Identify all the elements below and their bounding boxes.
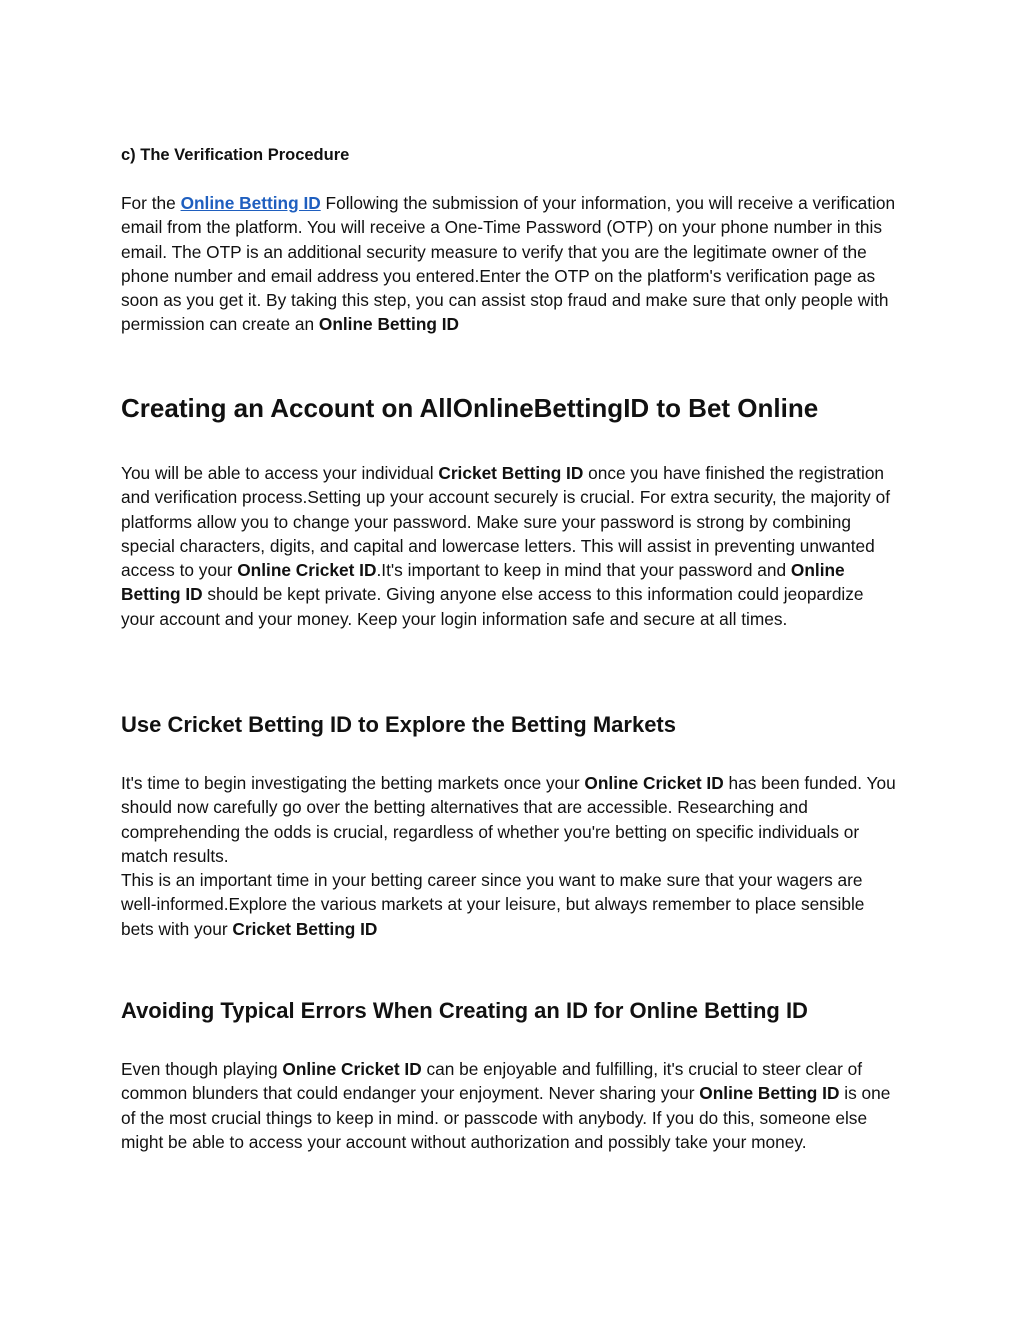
markets-heading: Use Cricket Betting ID to Explore the Betting Markets — [121, 712, 676, 737]
text: is one of the most crucial things to keep in mind. or passcode with anybody. If you do this, someone else might be able to access your account without authorization and possibly take your money. — [121, 1083, 891, 1152]
text: .It's important to keep in mind that your password and — [376, 560, 791, 581]
verification-paragraph — [121, 191, 901, 337]
bold-term: Online Betting ID — [121, 560, 845, 605]
errors-heading: Avoiding Typical Errors When Creating an ID for Online Betting ID — [121, 998, 808, 1023]
text: once you have finished the registration and verification process.Setting up your account securely is crucial. For extra security, the majority of platforms allow you to change your password. Make sure your password is strong by combining special characters, digits, and capital and lowercase letters. This will assist in preventing unwanted access to your — [121, 463, 891, 581]
text: Following the submission of your information, you will receive a verification email from the platform. You will receive a One-Time Password (OTP) on your phone number in this email. The OTP is an additional security measure to verify that you are the legitimate owner of the phone number and email address you entered.Enter the OTP on the platform's verification page as soon as you get it. By taking this step, you can assist stop fraud and make sure that only people with permission can create an — [121, 193, 896, 335]
text: This is an important time in your betting career since you want to make sure that your wagers are well-informed.Explore the various markets at your leisure, but always remember to place sensible bets with your — [121, 870, 865, 939]
errors-paragraph — [121, 1057, 901, 1154]
bold-term: Online Betting ID — [699, 1083, 840, 1104]
account-heading: Creating an Account on AllOnlineBettingID to Bet Online — [121, 393, 819, 423]
verification-heading: c) The Verification Procedure — [121, 146, 350, 164]
text: You will be able to access your individual — [121, 463, 439, 483]
online-betting-id-link[interactable]: Online Betting ID — [180, 193, 321, 213]
text: Even though playing — [121, 1059, 283, 1079]
bold-term: Online Cricket ID — [237, 560, 377, 581]
markets-paragraph — [121, 771, 901, 941]
account-paragraph — [121, 461, 901, 631]
bold-term: Cricket Betting ID — [232, 918, 378, 939]
bold-term: Online Cricket ID — [282, 1059, 422, 1079]
bold-term: Online Betting ID — [318, 314, 460, 335]
bold-term: Cricket Betting ID — [438, 463, 584, 483]
text: can be enjoyable and fulfilling, it's crucial to steer clear of common blunders that could endanger your enjoyment. Never sharing your — [121, 1059, 863, 1104]
text: has been funded. You should now carefully go over the betting alternatives that are accessible. Researching and comprehending the odds is crucial, regardless of whether you're betting on specific individuals or match results. — [121, 773, 896, 866]
bold-term: Online Cricket ID — [584, 773, 724, 793]
text: For the — [121, 193, 181, 213]
text: should be kept private. Giving anyone else access to this information could jeopardize your account and your money. Keep your login information safe and secure at all times. — [121, 584, 864, 629]
text: It's time to begin investigating the betting markets once your — [121, 773, 585, 793]
